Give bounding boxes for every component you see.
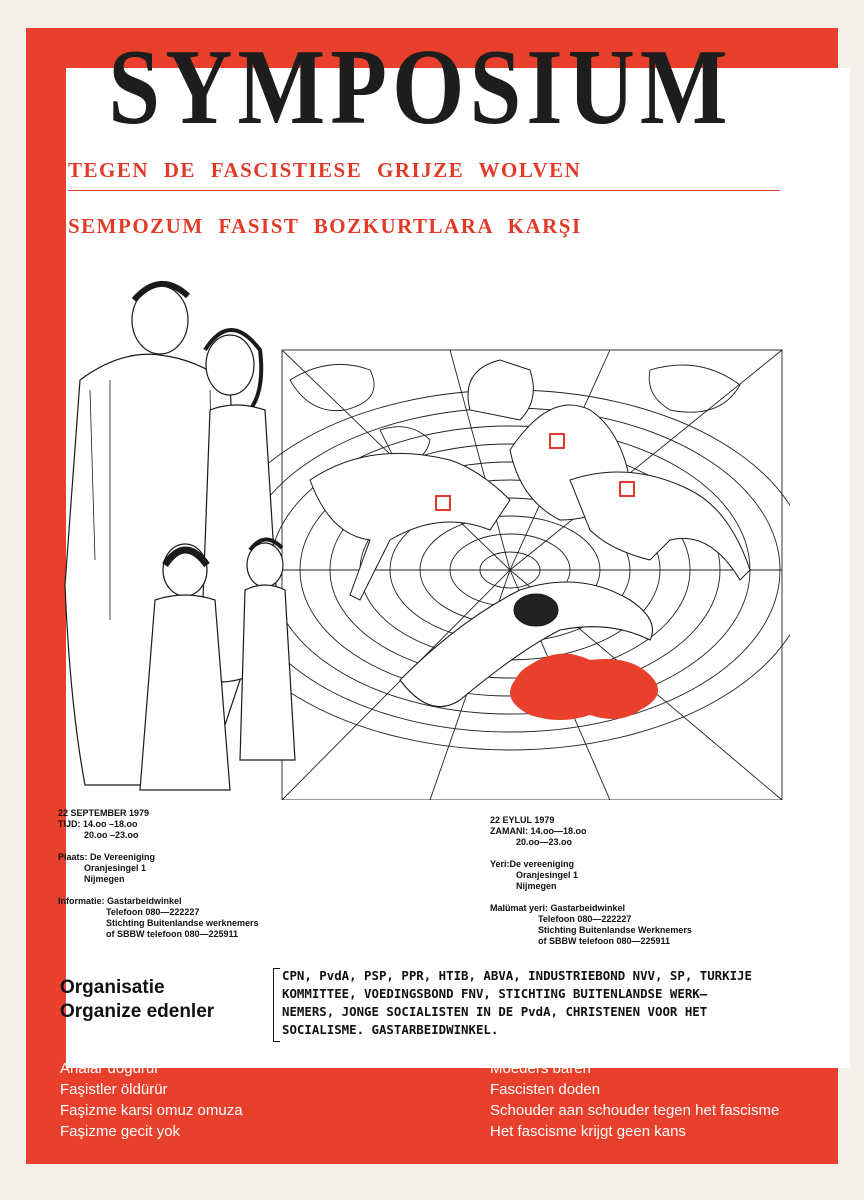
organizers-label-turkish: Organize edenler bbox=[60, 1001, 215, 1022]
subtitle-turkish: SEMPOZUM FASIST BOZKURTLARA KARŞI bbox=[68, 214, 582, 238]
event-city: Nijmegen bbox=[516, 881, 557, 891]
event-info: Malümat yeri: Gastarbeidwinkel bbox=[490, 903, 626, 913]
event-phone-2: of SBBW telefoon 080—225911 bbox=[538, 936, 671, 946]
slogan: Schouder aan schouder tegen het fascisme bbox=[490, 1102, 780, 1119]
event-time: TIJD: 14.oo –18.oo bbox=[58, 819, 138, 829]
poster-title: SYMPOSIUM bbox=[108, 28, 733, 147]
event-address: Oranjesingel 1 bbox=[84, 863, 147, 873]
organizers-line: SOCIALISME. GASTARBEIDWINKEL. bbox=[282, 1022, 499, 1037]
organizers-line: KOMMITTEE, VOEDINGSBOND FNV, STICHTING BUITENLANDSE WERK— bbox=[282, 986, 708, 1001]
event-address: Oranjesingel 1 bbox=[516, 870, 579, 880]
organizers-bracket bbox=[273, 968, 280, 1042]
event-phone: Telefoon 080—222227 bbox=[538, 914, 632, 924]
event-phone: Telefoon 080—222227 bbox=[106, 907, 200, 917]
event-info: Informatie: Gastarbeidwinkel bbox=[58, 896, 182, 906]
event-place: Plaats: De Vereeniging bbox=[58, 852, 156, 862]
event-date: 22 EYLUL 1979 bbox=[490, 815, 555, 825]
organizers-list bbox=[282, 967, 812, 1039]
event-details-turkish bbox=[490, 815, 692, 947]
organizers-label bbox=[60, 976, 214, 1024]
slogan: Fascisten doden bbox=[490, 1081, 601, 1098]
event-place: Yeri:De vereeniging bbox=[490, 859, 575, 869]
slogan: Faşistler öldürür bbox=[60, 1081, 168, 1098]
slogan: Moeders baren bbox=[490, 1060, 591, 1077]
event-date: 22 SEPTEMBER 1979 bbox=[58, 808, 150, 818]
event-time: ZAMANI: 14.oo—18.oo bbox=[490, 826, 587, 836]
event-foundation: Stichting Buitenlandse Werknemers bbox=[538, 925, 692, 935]
organizers-line: NEMERS, JONGE SOCIALISTEN IN DE PvdA, CHRISTENEN VOOR HET bbox=[282, 1004, 708, 1019]
family-figures-icon bbox=[65, 284, 295, 790]
event-foundation: Stichting Buitenlandse werknemers bbox=[106, 918, 259, 928]
organizers-label-dutch: Organisatie bbox=[60, 977, 165, 998]
event-time-evening: 20.oo—23.oo bbox=[516, 837, 573, 847]
event-city: Nijmegen bbox=[84, 874, 125, 884]
slogans-dutch bbox=[490, 1058, 779, 1142]
slogan: Het fascisme krijgt geen kans bbox=[490, 1123, 686, 1140]
slogan: Faşizme karsi omuz omuza bbox=[60, 1102, 243, 1119]
event-time-evening: 20.oo –23.oo bbox=[84, 830, 139, 840]
organizers-line: CPN, PvdA, PSP, PPR, HTIB, ABVA, INDUSTRIEBOND NVV, SP, TURKIJE bbox=[282, 968, 752, 983]
subtitle-dutch: TEGEN DE FASCISTIESE GRIJZE WOLVEN bbox=[68, 158, 582, 182]
poster-illustration bbox=[50, 270, 790, 800]
slogan: Analar doğurur bbox=[60, 1060, 160, 1077]
spider-web-world-map-icon bbox=[210, 350, 790, 800]
subtitle-divider bbox=[68, 190, 780, 191]
event-details-dutch bbox=[58, 808, 259, 940]
event-phone-2: of SBBW telefoon 080—225911 bbox=[106, 929, 239, 939]
slogans-turkish bbox=[60, 1058, 243, 1142]
slogan: Faşizme gecit yok bbox=[60, 1123, 181, 1140]
